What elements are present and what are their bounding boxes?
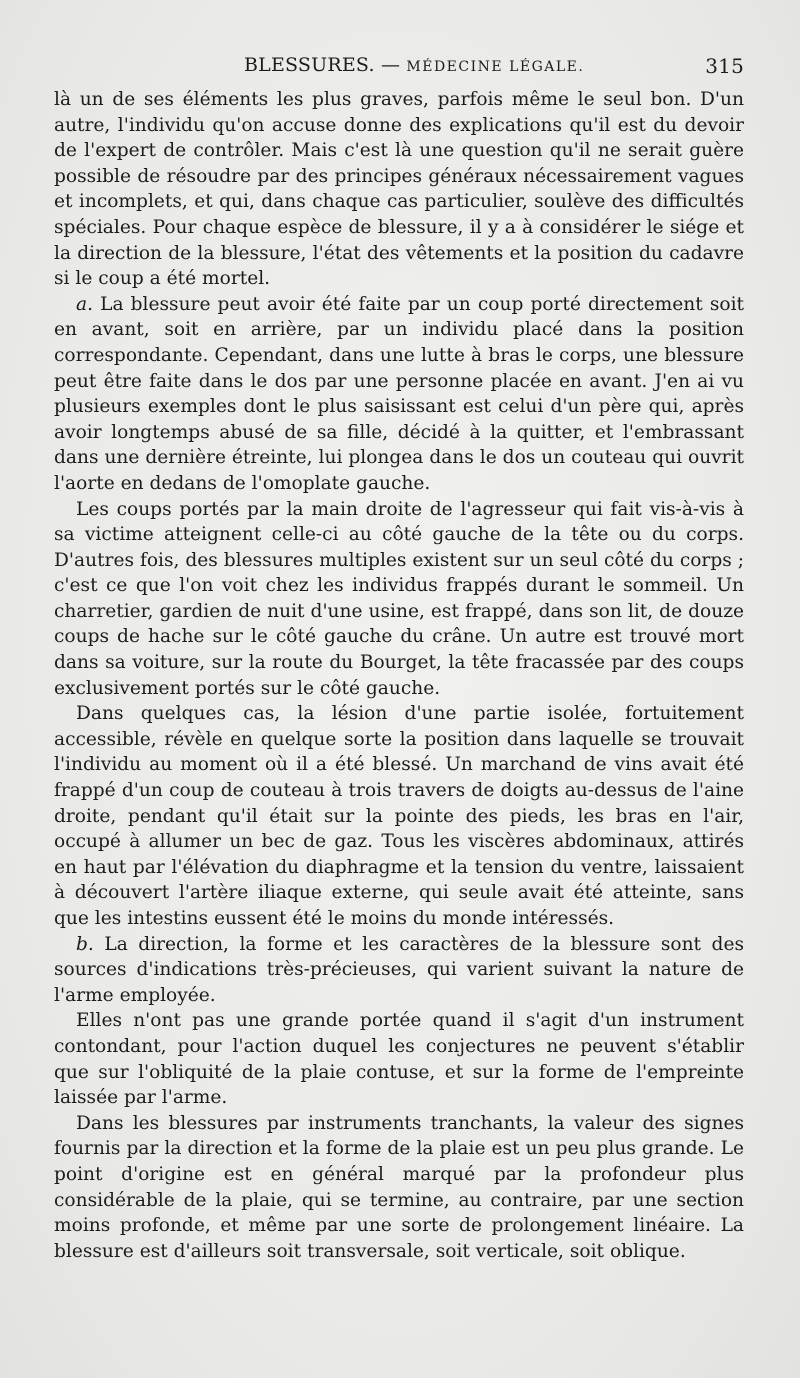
paragraph-text: Dans quelques cas, la lésion d'une partie isolée, fortuitement accessible, révèle en quelque sorte la position dans laquelle se trouvait l'individu au moment où il a été blessé. Un marchand de vins avait été frappé d'un coup de couteau à trois travers de doigts au-dessus de l'aine droite, pendant qu'il était sur la pointe des pieds, les bras en l'air, occupé à allumer un bec de gaz. Tous les viscères abdominaux, attirés en haut par l'élévation du diaphragme et la tension du ventre, laissaient à découvert l'artère iliaque externe, qui seule avait été atteinte, sans que les intestins eussent été le moins du monde intéressés.	[54, 703, 744, 929]
paragraph-text: Les coups portés par la main droite de l'agresseur qui fait vis-à-vis à sa victime atteignent celle-ci au côté gauche de la tête ou du corps. D'autres fois, des blessures multiples existent sur un seul côté du corps ; c'est ce que l'on voit chez les individus frappés durant le sommeil. Un charretier, gardien de nuit d'une usine, est frappé, dans son lit, de douze coups de hache sur le côté gauche du crâne. Un autre est trouvé mort dans sa voiture, sur la route du Bourget, la tête fracassée par des coups exclusivement portés sur le côté gauche.	[54, 498, 744, 699]
paragraph	[54, 1008, 744, 1110]
paragraph	[54, 292, 744, 497]
paragraph	[54, 87, 744, 292]
paragraph	[54, 932, 744, 1009]
paragraph	[54, 497, 744, 702]
paragraph-text: Dans les blessures par instruments tranchants, la valeur des signes fournis par la direction et la forme de la plaie est un peu plus grande. Le point d'origine est en général marqué par la profondeur plus considérable de la plaie, qui se termine, au contraire, par une section moins profonde, et même par une sorte de prolongement linéaire. La blessure est d'ailleurs soit transversale, soit verticale, soit oblique.	[54, 1112, 744, 1262]
running-head	[54, 54, 744, 84]
paragraph-text: La blessure peut avoir été faite par un coup porté directement soit en avant, soit en arrière, par un individu placé dans la position correspondante. Cependant, dans une lutte à bras le corps, une blessure peut être faite dans le dos par une personne placée en avant. J'en ai vu plusieurs exemples dont le plus saisissant est celui d'un père qui, après avoir longtemps abusé de sa fille, décidé à la quitter, et l'embrassant dans une dernière étreinte, lui plongea dans le dos un couteau qui ouvrit l'aorte en dedans de l'omoplate gauche.	[54, 293, 744, 494]
paragraph-text: Elles n'ont pas une grande portée quand il s'agit d'un instrument contondant, pour l'action duquel les conjectures ne peuvent s'établir que sur l'obliquité de la plaie contuse, et sur la forme de l'empreinte laissée par l'arme.	[54, 1010, 744, 1109]
body-text	[54, 87, 744, 1264]
paragraph	[54, 1111, 744, 1265]
running-title-main: BLESSURES. —	[244, 54, 407, 76]
enumeration-marker: b.	[76, 933, 94, 955]
paragraph	[54, 701, 744, 931]
running-title-sub: MÉDECINE LÉGALE.	[406, 59, 585, 75]
paragraph-text: La direction, la forme et les caractères de la blessure sont des sources d'indications très-précieuses, qui varient suivant la nature de l'arme employée.	[54, 933, 744, 1006]
running-title	[244, 54, 584, 76]
page-number: 315	[705, 54, 744, 78]
paragraph-text: là un de ses éléments les plus graves, parfois même le seul bon. D'un autre, l'individu qu'on accuse donne des explications qu'il est du devoir de l'expert de contrôler. Mais c'est là une question qu'il ne serait guère possible de résoudre par des principes généraux nécessairement vagues et incomplets, et qui, dans chaque cas particulier, soulève des difficultés spéciales. Pour chaque espèce de blessure, il y a à considérer le siége et la direction de la blessure, l'état des vêtements et la position du cadavre si le coup a été mortel.	[54, 89, 744, 290]
enumeration-marker: a.	[76, 293, 93, 315]
